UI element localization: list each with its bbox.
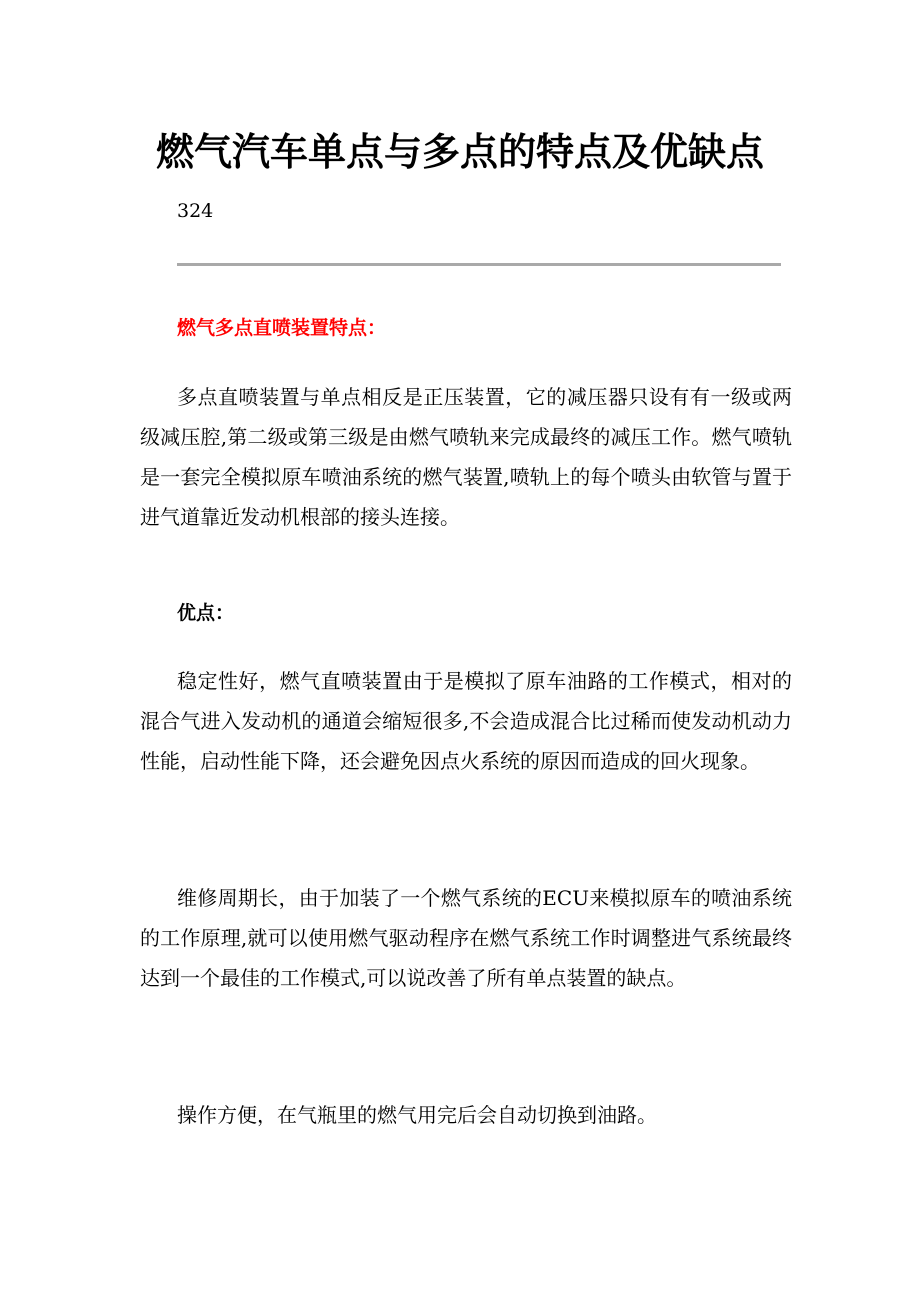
advantage-operation-paragraph: 操作方便，在气瓶里的燃气用完后会自动切换到油路。 xyxy=(177,1103,657,1127)
advantage-stability-paragraph: 稳定性好，燃气直喷装置由于是模拟了原车油路的工作模式，相对的混合气进入发动机的通道会缩短很多,不会造成混合比过稀而使发动机动力性能，启动性能下降，还会避免因点火系统的原因而造成的回火现象。 xyxy=(140,669,792,773)
title-divider xyxy=(177,263,781,266)
document-title: 燃气汽车单点与多点的特点及优缺点 xyxy=(155,129,764,174)
advantage-maintenance-paragraph: 维修周期长，由于加装了一个燃气系统的ECU来模拟原车的喷油系统的工作原理,就可以使用燃气驱动程序在燃气系统工作时调整进气系统最终达到一个最佳的工作模式,可以说改善了所有单点装置的缺点。 xyxy=(140,886,792,990)
features-heading: 燃气多点直喷装置特点： xyxy=(177,317,387,339)
document-number: 324 xyxy=(177,200,214,222)
features-paragraph: 多点直喷装置与单点相反是正压装置，它的减压器只设有有一级或两级减压腔,第二级或第三级是由燃气喷轨来完成最终的减压工作。燃气喷轨是一套完全模拟原车喷油系统的燃气装置,喷轨上的每个喷头由软管与置于进气道靠近发动机根部的接头连接。 xyxy=(140,385,792,529)
advantages-heading: 优点： xyxy=(177,602,235,624)
